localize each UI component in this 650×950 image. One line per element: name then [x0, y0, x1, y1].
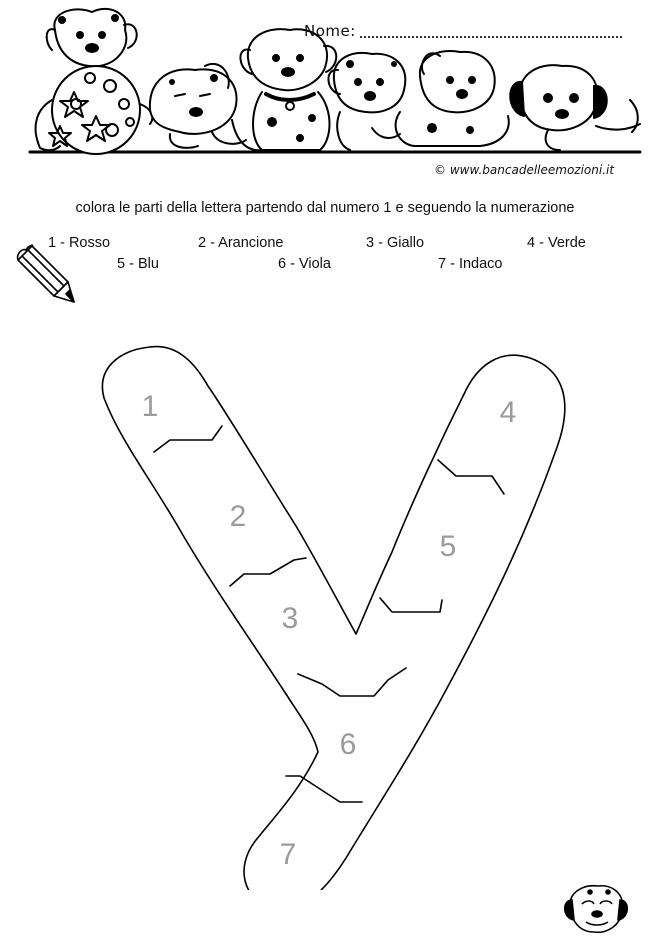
- segment-number-2: 2: [229, 500, 247, 533]
- legend-item-3: 3 - Giallo: [366, 235, 425, 251]
- name-label: Nome:: [304, 22, 356, 40]
- segment-number-6: 6: [339, 728, 357, 761]
- legend-item-5: 5 - Blu: [117, 256, 159, 272]
- segment-number-5: 5: [439, 530, 457, 563]
- letter-outline: [102, 347, 564, 890]
- puppy-with-ball-icon: [36, 9, 153, 154]
- letter-y-outline: [0, 330, 650, 890]
- corner-puppy-icon: [560, 878, 632, 938]
- puppy-icon: [328, 53, 405, 150]
- legend-item-2: 2 - Arancione: [198, 235, 284, 251]
- legend-item-7: 7 - Indaco: [438, 256, 503, 272]
- segment-number-4: 4: [499, 396, 517, 429]
- legend-item-6: 6 - Viola: [278, 256, 331, 272]
- puppy-dark-ears-icon: [510, 65, 640, 150]
- instruction-text: colora le parti della lettera partendo dal numero 1 e seguendo la numerazione: [75, 200, 575, 216]
- sleepy-puppy-icon: [150, 64, 246, 148]
- name-field[interactable]: [360, 36, 622, 38]
- legend-item-1: 1 - Rosso: [48, 235, 111, 251]
- segment-number-3: 3: [281, 602, 299, 635]
- website-credit: © www.bancadelleemozioni.it: [434, 163, 615, 177]
- sitting-puppy-icon: [232, 29, 336, 150]
- segment-number-7: 7: [279, 838, 297, 871]
- legend-item-4: 4 - Verde: [527, 235, 586, 251]
- segment-number-1: 1: [141, 390, 159, 423]
- pencil-icon: [14, 242, 78, 304]
